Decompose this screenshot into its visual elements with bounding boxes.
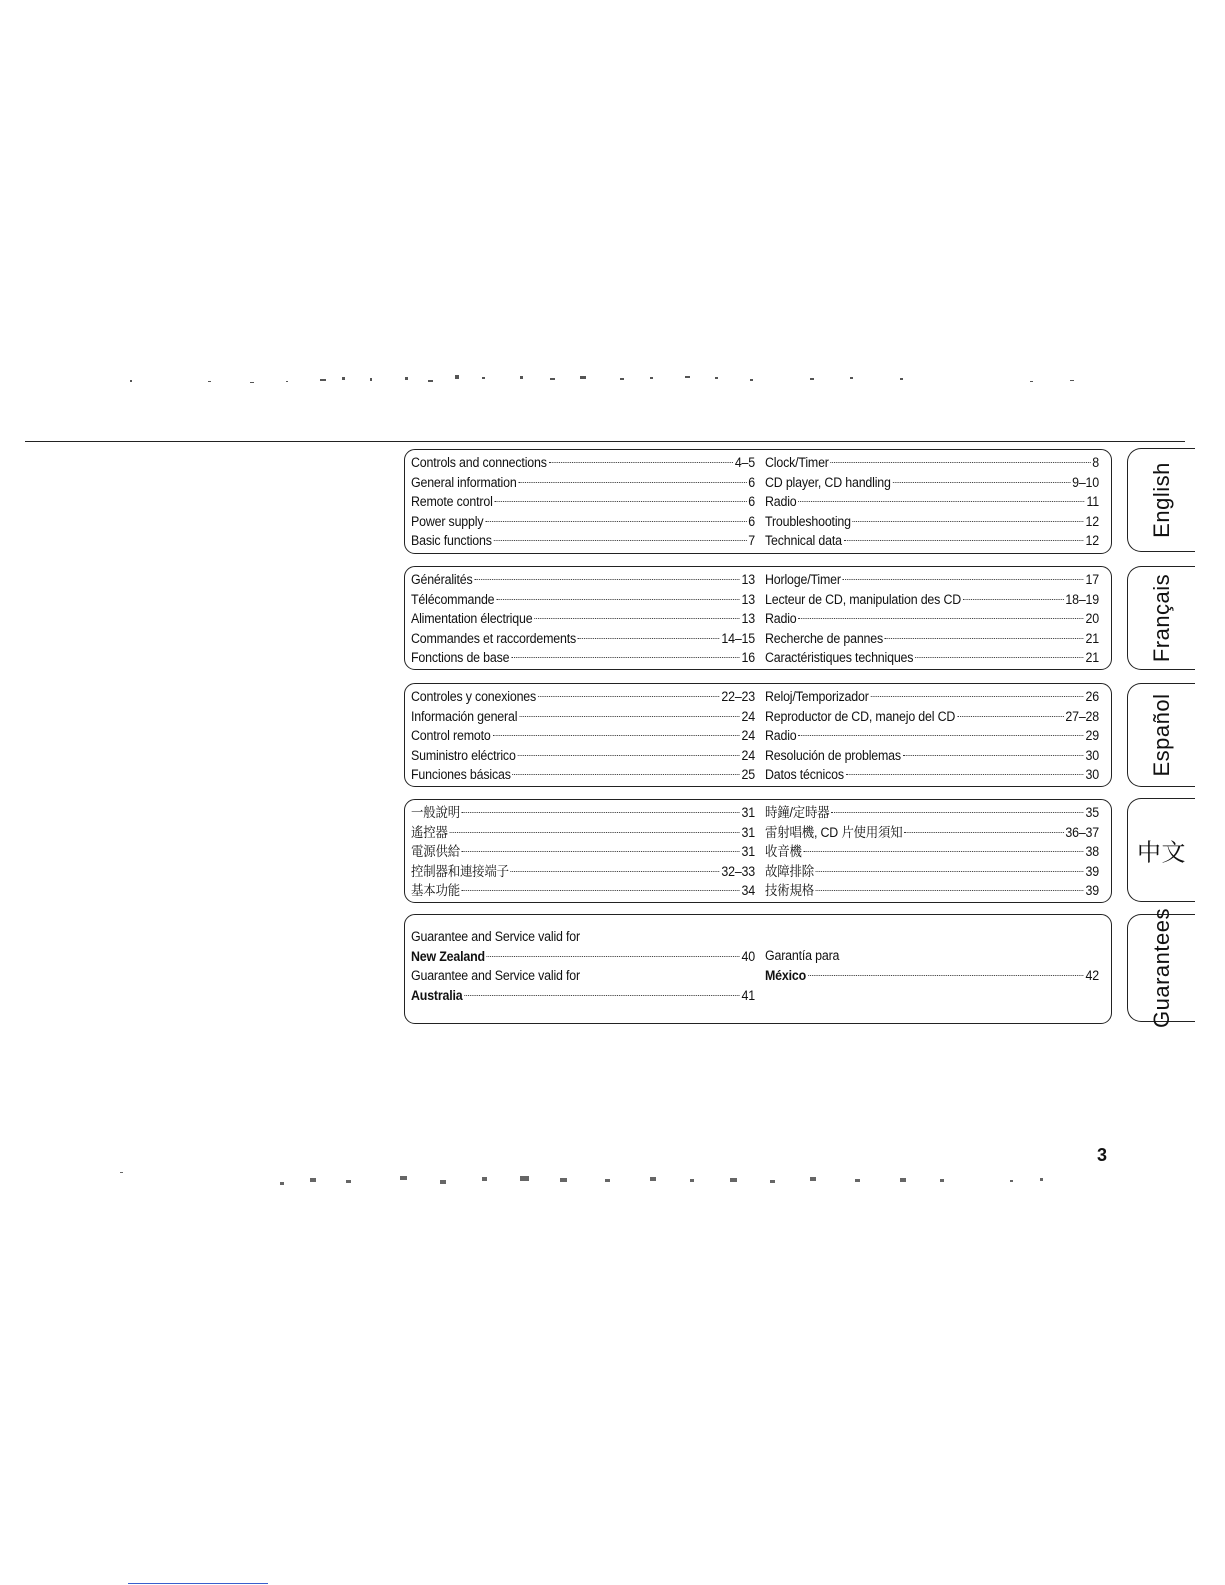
toc-entry	[411, 947, 755, 967]
guarantee-intro-mx: Garantía para	[765, 948, 840, 963]
toc-entry-title: Troubleshooting	[765, 513, 851, 529]
leader-dots	[462, 889, 740, 891]
toc-entry-page: 12	[1085, 533, 1100, 548]
scan-noise-top	[110, 365, 1100, 395]
toc-entry-title: Recherche de pannes	[765, 630, 884, 646]
guarantee-intro-nz: Guarantee and Service valid for	[411, 929, 580, 944]
page-number: 3	[1097, 1145, 1108, 1165]
tab-espanol[interactable]	[1127, 683, 1195, 787]
toc-entry	[765, 473, 1099, 493]
toc-entry	[411, 492, 755, 512]
toc-entry	[411, 687, 755, 707]
toc-entry-page: 17	[1085, 572, 1100, 587]
toc-entry-page: 29	[1085, 728, 1100, 743]
toc-column-right	[765, 570, 1099, 668]
toc-entry	[765, 726, 1099, 746]
toc-entry-title: Remote control	[411, 494, 493, 509]
leader-dots	[518, 481, 746, 483]
toc-entry-page: 22–23	[721, 689, 756, 704]
leader-dots	[494, 539, 747, 541]
toc-entry-title: Fonctions de base	[411, 650, 510, 665]
toc-entry-title: 雷射唱機, CD 片使用須知	[765, 824, 903, 840]
leader-dots	[903, 754, 1084, 756]
leader-dots	[462, 850, 740, 852]
toc-entry	[411, 823, 755, 843]
toc-entry	[411, 803, 755, 823]
toc-column-right	[765, 687, 1099, 785]
toc-entry-page: 20	[1085, 611, 1100, 626]
tab-label: Español	[1148, 693, 1174, 777]
toc-entry-title: General information	[411, 474, 517, 490]
leader-dots	[808, 974, 1084, 976]
leader-dots	[798, 500, 1084, 502]
leader-dots	[816, 889, 1084, 891]
toc-entry	[411, 512, 755, 532]
toc-column-left	[411, 453, 755, 551]
leader-dots	[450, 831, 740, 833]
toc-entry	[411, 726, 755, 746]
toc-entry-title: Télécommande	[411, 591, 495, 607]
toc-entry-page: 35	[1085, 805, 1100, 820]
toc-entry-title: Controls and connections	[411, 455, 547, 470]
leader-dots	[511, 870, 720, 872]
toc-entry-title: Technical data	[765, 533, 842, 548]
leader-dots	[494, 500, 746, 502]
toc-entry	[765, 966, 1099, 986]
leader-dots	[549, 461, 733, 463]
toc-entry-page: 14–15	[721, 630, 756, 646]
leader-dots	[518, 754, 740, 756]
link-underline	[128, 1583, 268, 1584]
toc-entry-title: Radio	[765, 728, 797, 743]
toc-entry	[411, 570, 755, 590]
toc-entry-page: 6	[748, 494, 756, 509]
toc-entry	[765, 648, 1099, 668]
toc-entry-title: 基本功能	[411, 883, 460, 898]
toc-box-francais	[404, 566, 1112, 670]
toc-entry-title: Resolución de problemas	[765, 747, 901, 763]
toc-entry-title: 控制器和連接端子	[411, 863, 509, 879]
toc-entry-page: 26	[1085, 689, 1100, 704]
leader-dots	[804, 850, 1084, 852]
leader-dots	[831, 461, 1091, 463]
toc-entry-page: 36–37	[1065, 824, 1100, 840]
tab-chinese[interactable]	[1127, 798, 1195, 902]
leader-dots	[904, 831, 1063, 833]
toc-entry	[765, 629, 1099, 649]
toc-entry-page: 12	[1085, 513, 1100, 529]
toc-entry-title: Commandes et raccordements	[411, 630, 577, 646]
toc-entry-title: Información general	[411, 708, 518, 724]
toc-entry-page: 27–28	[1065, 708, 1100, 724]
leader-dots	[485, 520, 746, 522]
toc-entry	[411, 473, 755, 493]
leader-dots	[957, 715, 1064, 717]
toc-entry	[411, 842, 755, 862]
toc-entry-title: 時鐘/定時器	[765, 805, 830, 820]
toc-entry	[765, 803, 1099, 823]
toc-entry	[411, 862, 755, 882]
leader-dots	[496, 598, 739, 600]
toc-entry-title: Généralités	[411, 572, 473, 587]
toc-entry	[411, 531, 755, 551]
toc-entry-page: 25	[741, 767, 756, 782]
toc-entry-page: 32–33	[721, 863, 756, 879]
tab-label: Français	[1148, 573, 1174, 663]
toc-entry	[765, 765, 1099, 785]
leader-dots	[844, 539, 1084, 541]
leader-dots	[474, 578, 739, 580]
toc-entry-page: 24	[741, 708, 756, 724]
leader-dots	[871, 695, 1084, 697]
leader-dots	[885, 637, 1084, 639]
toc-entry-page: 13	[741, 591, 756, 607]
toc-entry	[765, 609, 1099, 629]
toc-entry-page: 21	[1085, 650, 1100, 665]
toc-entry	[765, 512, 1099, 532]
toc-entry-page: 39	[1085, 883, 1100, 898]
toc-column-left	[411, 687, 755, 785]
toc-entry	[765, 687, 1099, 707]
toc-entry-title: 一般說明	[411, 805, 460, 820]
toc-entry	[765, 453, 1099, 473]
toc-entry-page: 39	[1085, 863, 1100, 879]
toc-column-left	[411, 803, 755, 901]
toc-entry-page: 38	[1085, 844, 1100, 859]
leader-dots	[816, 870, 1084, 872]
toc-box-english	[404, 449, 1112, 554]
toc-entry-title: Lecteur de CD, manipulation des CD	[765, 591, 962, 607]
leader-dots	[511, 656, 740, 658]
toc-entry-page: 6	[748, 513, 756, 529]
scan-noise-bottom	[110, 1168, 1100, 1196]
toc-entry-title: Australia	[411, 987, 463, 1003]
leader-dots	[893, 481, 1071, 483]
toc-entry-page: 34	[741, 883, 756, 898]
toc-entry	[765, 570, 1099, 590]
toc-entry	[765, 842, 1099, 862]
toc-entry-page: 30	[1085, 767, 1100, 782]
leader-dots	[462, 811, 740, 813]
toc-entry-page: 4–5	[734, 455, 756, 470]
toc-entry	[411, 707, 755, 727]
toc-entry-title: Radio	[765, 494, 797, 509]
tab-label: 中文	[1137, 839, 1186, 867]
toc-entry-page: 24	[741, 728, 756, 743]
toc-entry-page: 7	[748, 533, 756, 548]
toc-entry-page: 11	[1086, 494, 1100, 509]
toc-entry	[765, 531, 1099, 551]
toc-entry	[765, 881, 1099, 901]
toc-column-left	[411, 570, 755, 668]
toc-entry	[411, 629, 755, 649]
toc-entry	[411, 648, 755, 668]
guarantee-intro-au: Guarantee and Service valid for	[411, 968, 580, 983]
tab-guarantees[interactable]	[1127, 908, 1195, 1028]
toc-entry-title: Clock/Timer	[765, 455, 829, 470]
tab-label: Guarantees	[1148, 908, 1174, 1028]
leader-dots	[519, 715, 740, 717]
toc-entry-title: 遙控器	[411, 824, 448, 840]
toc-entry-page: 30	[1085, 747, 1100, 763]
leader-dots	[534, 617, 739, 619]
leader-dots	[915, 656, 1084, 658]
toc-entry-page: 6	[748, 474, 756, 490]
leader-dots	[487, 955, 740, 957]
toc-entry-page: 31	[741, 824, 756, 840]
toc-entry	[411, 453, 755, 473]
toc-entry-title: Power supply	[411, 513, 484, 529]
leader-dots	[464, 994, 739, 996]
toc-entry-title: Basic functions	[411, 533, 492, 548]
leader-dots	[492, 734, 739, 736]
leader-dots	[538, 695, 720, 697]
leader-dots	[831, 811, 1083, 813]
toc-entry-title: 收音機	[765, 844, 802, 859]
toc-entry-page: 24	[741, 747, 756, 763]
toc-entry	[765, 862, 1099, 882]
toc-column-right	[765, 803, 1099, 901]
tab-francais[interactable]	[1127, 566, 1195, 670]
toc-entry-page: 31	[741, 805, 756, 820]
toc-entry-page: 40	[741, 948, 756, 964]
toc-entry	[765, 746, 1099, 766]
toc-entry-page: 41	[741, 987, 756, 1003]
toc-entry	[411, 609, 755, 629]
leader-dots	[846, 773, 1084, 775]
toc-entry-page: 16	[741, 650, 756, 665]
toc-entry-title: Radio	[765, 611, 797, 626]
toc-entry-title: CD player, CD handling	[765, 474, 891, 490]
leader-dots	[853, 520, 1084, 522]
toc-box-espanol	[404, 683, 1112, 787]
toc-entry-title: Caractéristiques techniques	[765, 650, 914, 665]
toc-entry-page: 31	[741, 844, 756, 859]
header-rule	[25, 441, 1185, 442]
toc-column-right	[765, 453, 1099, 551]
toc-entry-title: México	[765, 967, 807, 983]
toc-entry-title: Controles y conexiones	[411, 689, 537, 704]
toc-box-guarantees	[404, 914, 1112, 1024]
leader-dots	[798, 617, 1083, 619]
toc-entry	[765, 823, 1099, 843]
toc-entry-page: 13	[741, 572, 756, 587]
toc-box-chinese	[404, 799, 1112, 903]
tab-label: English	[1148, 462, 1174, 538]
toc-entry-title: 故障排除	[765, 863, 814, 879]
toc-entry	[765, 590, 1099, 610]
toc-entry-title: Alimentation électrique	[411, 611, 533, 626]
toc-entry-title: Reloj/Temporizador	[765, 689, 869, 704]
toc-entry-page: 8	[1092, 455, 1100, 470]
toc-entry-title: Datos técnicos	[765, 767, 844, 782]
toc-entry-title: Suministro eléctrico	[411, 747, 516, 763]
guarantee-column-right	[765, 946, 1099, 985]
leader-dots	[578, 637, 720, 639]
tab-english[interactable]	[1127, 448, 1195, 552]
leader-dots	[963, 598, 1064, 600]
toc-entry	[411, 590, 755, 610]
toc-entry	[765, 707, 1099, 727]
leader-dots	[843, 578, 1084, 580]
toc-entry-page: 13	[741, 611, 756, 626]
guarantee-column-left	[411, 927, 755, 1005]
toc-entry-page: 21	[1085, 630, 1100, 646]
leader-dots	[513, 773, 740, 775]
toc-entry-title: Funciones básicas	[411, 767, 511, 782]
leader-dots	[798, 734, 1083, 736]
toc-entry-page: 9–10	[1072, 474, 1100, 490]
toc-entry	[765, 492, 1099, 512]
toc-entry	[411, 881, 755, 901]
toc-entry-title: Horloge/Timer	[765, 572, 841, 587]
toc-entry-title: New Zealand	[411, 948, 485, 964]
toc-entry-title: 技術規格	[765, 883, 814, 898]
toc-entry	[411, 986, 755, 1006]
toc-entry-title: 電源供給	[411, 844, 460, 859]
toc-entry-title: Reproductor de CD, manejo del CD	[765, 708, 956, 724]
toc-entry-title: Control remoto	[411, 728, 491, 743]
toc-entry-page: 18–19	[1065, 591, 1100, 607]
toc-entry	[411, 765, 755, 785]
toc-entry	[411, 746, 755, 766]
toc-entry-page: 42	[1085, 967, 1100, 983]
